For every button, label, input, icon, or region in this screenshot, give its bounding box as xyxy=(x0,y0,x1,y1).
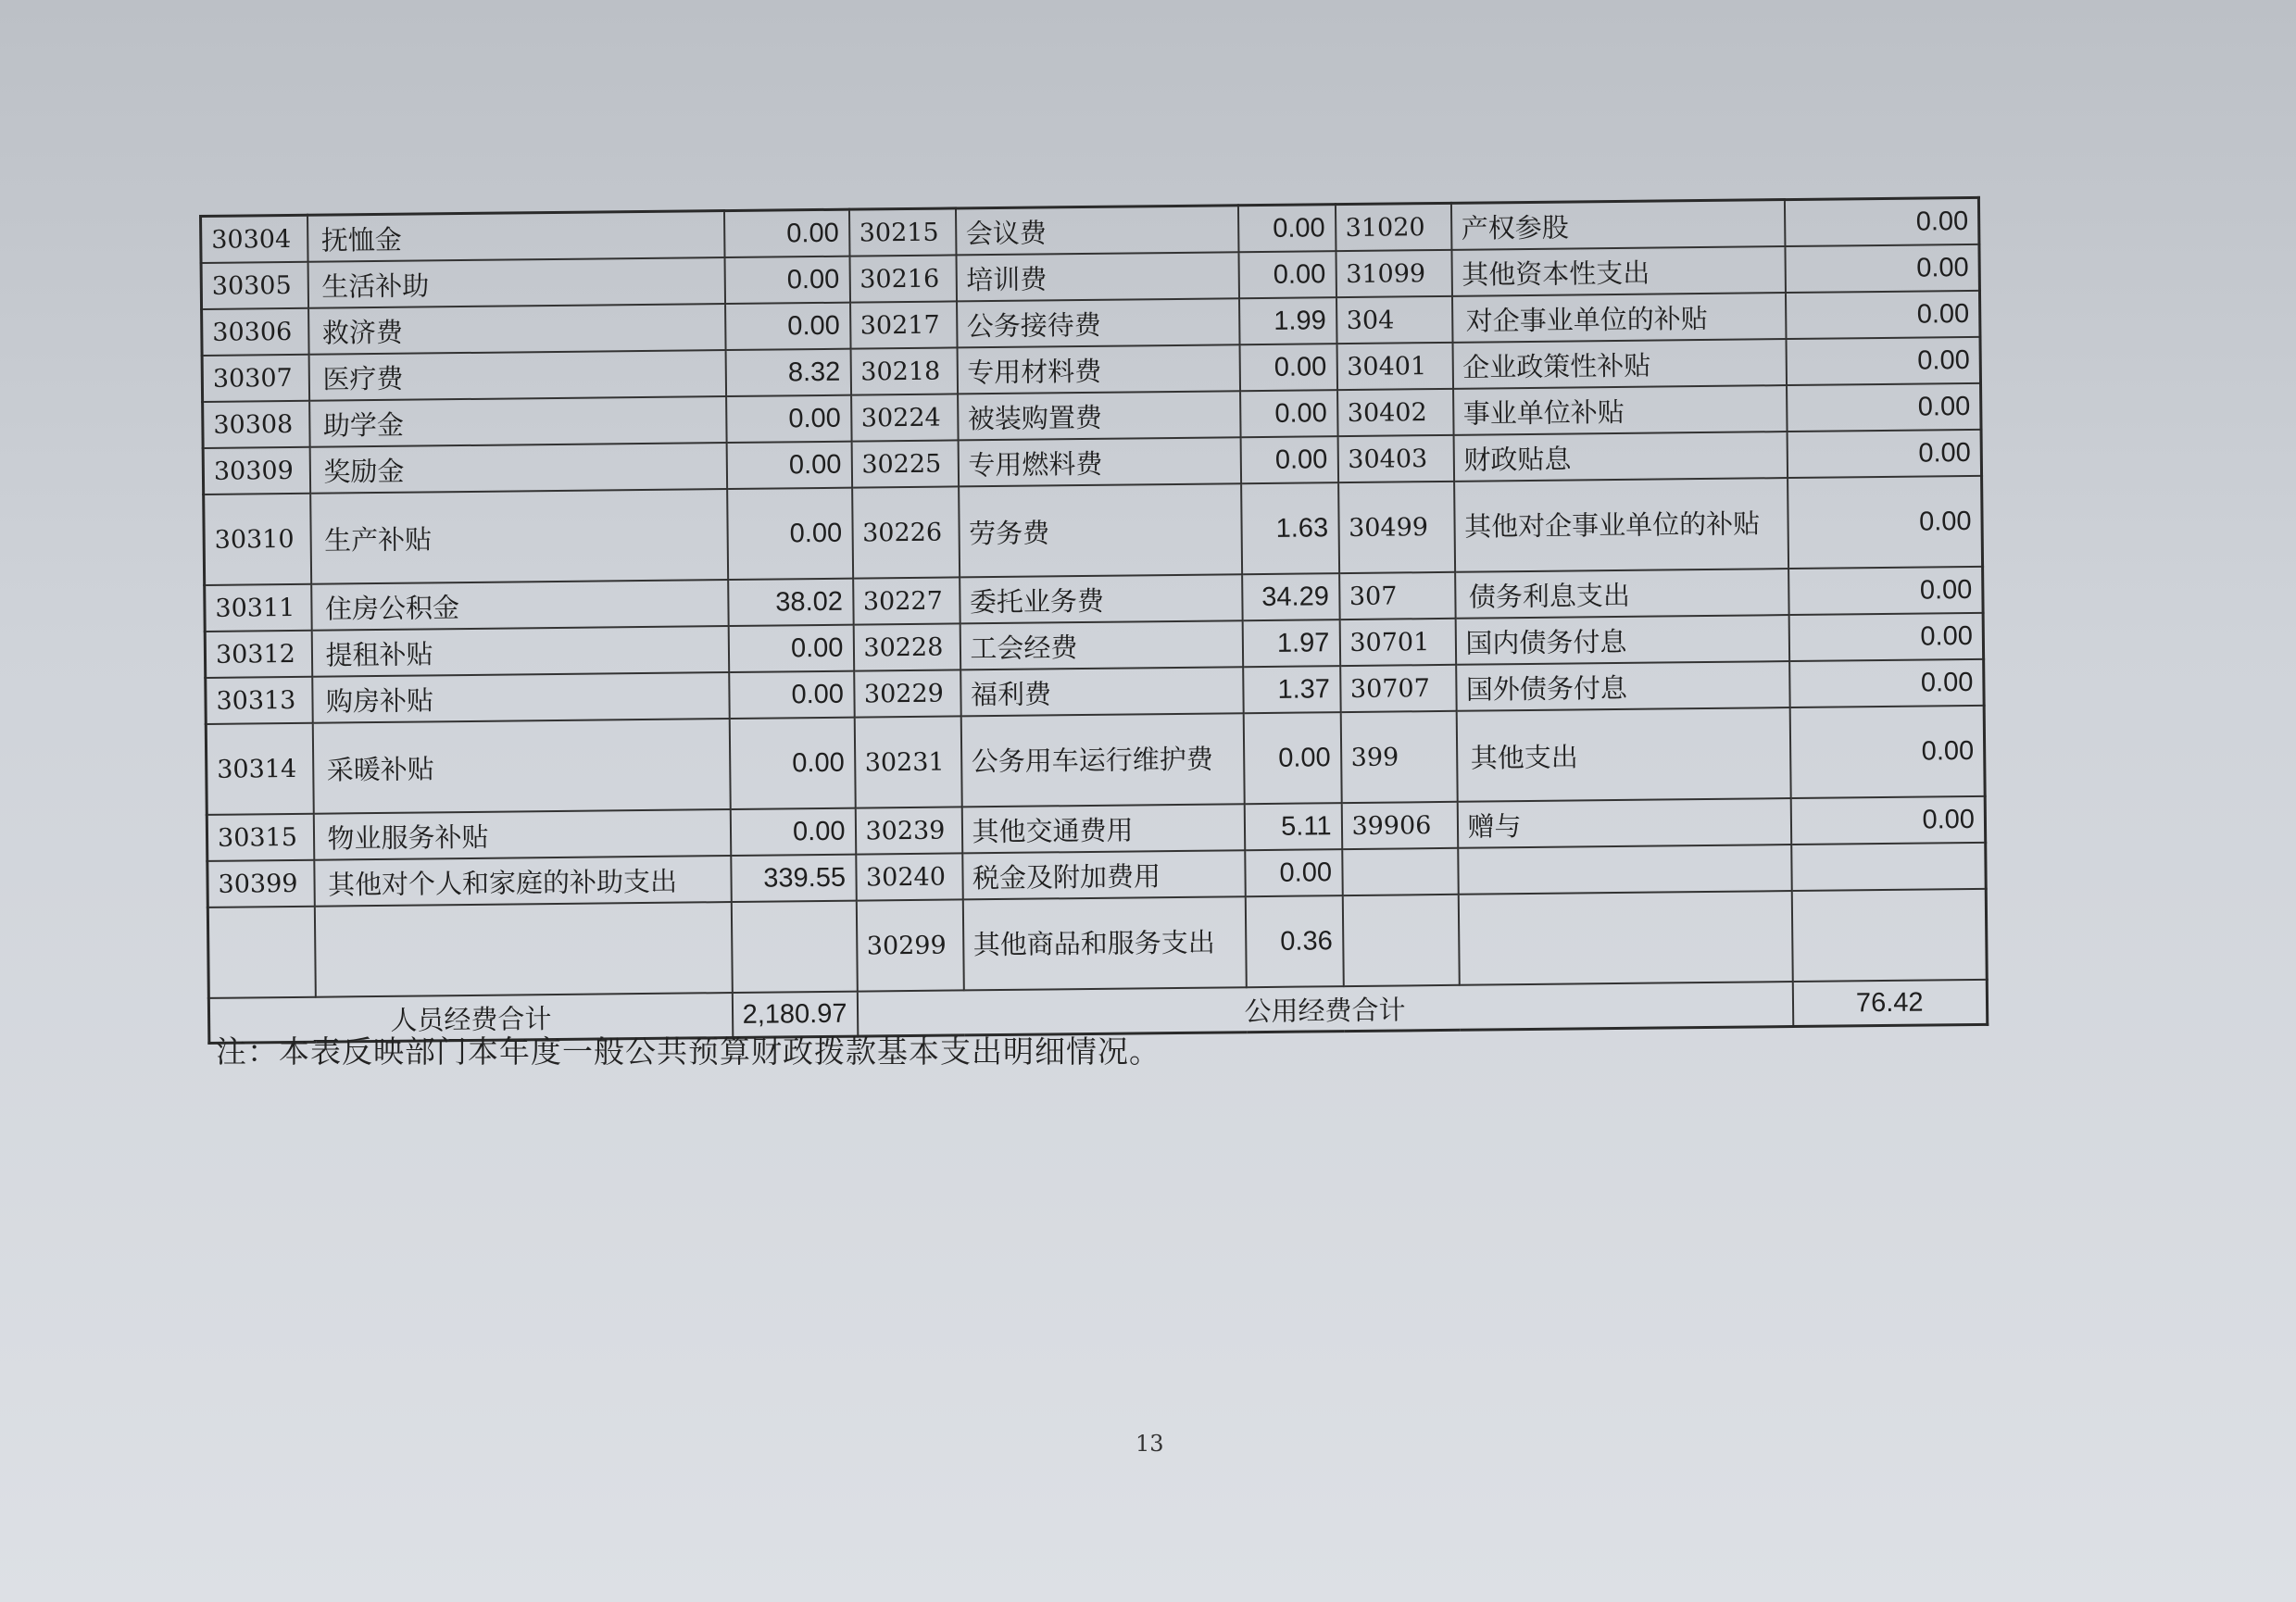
item-name-cell: 国内债务付息 xyxy=(1455,615,1789,665)
amount-cell: 0.36 xyxy=(1245,895,1343,987)
item-name-cell: 助学金 xyxy=(309,396,726,447)
item-name-cell: 奖励金 xyxy=(309,443,726,494)
amount-cell: 0.00 xyxy=(1243,712,1341,804)
code-cell: 304 xyxy=(1336,296,1453,344)
public-total-value: 76.42 xyxy=(1792,980,1987,1027)
code-cell xyxy=(1342,848,1459,895)
item-name-cell: 会议费 xyxy=(955,206,1238,256)
amount-cell: 0.00 xyxy=(1237,205,1336,253)
amount-cell: 34.29 xyxy=(1242,573,1340,620)
code-cell: 31099 xyxy=(1336,250,1452,297)
amount-cell: 0.00 xyxy=(1789,659,1985,707)
amount-cell: 1.37 xyxy=(1243,666,1341,713)
code-cell: 30315 xyxy=(207,814,314,861)
item-name-cell: 企业政策性补贴 xyxy=(1452,339,1787,389)
amount-cell: 0.00 xyxy=(1787,383,1982,432)
item-name-cell: 物业服务补贴 xyxy=(313,809,730,860)
basic-expenditure-table xyxy=(199,196,1989,1045)
amount-cell: 0.00 xyxy=(1788,613,1984,661)
code-cell: 30306 xyxy=(202,308,309,356)
table-footnote: 注：本表反映部门本年度一般公共预算财政拨款基本支出明细情况。 xyxy=(216,1033,1161,1070)
code-cell: 30227 xyxy=(853,577,960,624)
code-cell xyxy=(207,907,315,998)
code-cell: 30228 xyxy=(853,623,960,670)
item-name-cell: 公务用车运行维护费 xyxy=(960,713,1244,807)
page-number: 13 xyxy=(1135,1431,1164,1457)
item-name-cell: 债务利息支出 xyxy=(1455,569,1789,619)
amount-cell: 0.00 xyxy=(724,257,850,304)
amount-cell: 0.00 xyxy=(1787,430,1982,478)
amount-cell xyxy=(731,901,857,993)
code-cell: 30308 xyxy=(203,401,310,448)
amount-cell: 0.00 xyxy=(726,395,852,443)
item-name-cell: 劳务费 xyxy=(959,483,1242,577)
item-name-cell: 税金及附加费用 xyxy=(962,850,1246,899)
personnel-total-value: 2,180.97 xyxy=(732,992,858,1038)
item-name-cell: 培训费 xyxy=(956,252,1239,301)
item-name-cell: 财政贴息 xyxy=(1453,432,1788,482)
amount-cell xyxy=(1791,843,1987,891)
amount-cell: 0.00 xyxy=(727,488,853,580)
code-cell: 30240 xyxy=(856,853,963,900)
item-name-cell: 国外债务付息 xyxy=(1456,661,1790,711)
amount-cell xyxy=(1791,889,1987,982)
code-cell: 30239 xyxy=(855,807,962,854)
code-cell: 30307 xyxy=(202,355,309,402)
amount-cell: 0.00 xyxy=(730,808,856,856)
amount-cell: 0.00 xyxy=(1788,476,1983,569)
item-name-cell: 委托业务费 xyxy=(960,574,1243,623)
amount-cell: 0.00 xyxy=(1788,567,1984,615)
item-name-cell: 专用材料费 xyxy=(957,344,1240,394)
item-name-cell: 公务接待费 xyxy=(957,298,1240,347)
amount-cell: 0.00 xyxy=(1238,251,1336,298)
amount-cell: 0.00 xyxy=(728,625,854,672)
item-name-cell: 其他交通费用 xyxy=(961,804,1245,853)
item-name-cell: 购房补贴 xyxy=(312,672,729,723)
code-cell: 30402 xyxy=(1337,389,1454,436)
item-name-cell: 福利费 xyxy=(960,667,1244,716)
code-cell: 30299 xyxy=(856,899,963,991)
code-cell: 30229 xyxy=(854,670,961,717)
amount-cell: 0.00 xyxy=(1245,849,1343,896)
item-name-cell: 专用燃料费 xyxy=(958,437,1241,486)
item-name-cell: 工会经费 xyxy=(960,620,1243,670)
code-cell: 30499 xyxy=(1338,482,1455,573)
item-name-cell: 其他资本性支出 xyxy=(1451,246,1786,296)
item-name-cell: 抚恤金 xyxy=(307,211,725,262)
amount-cell: 0.00 xyxy=(1786,337,1981,385)
code-cell: 30701 xyxy=(1339,619,1456,666)
amount-cell: 8.32 xyxy=(725,349,851,396)
amount-cell: 0.00 xyxy=(1785,244,1980,293)
code-cell: 30313 xyxy=(206,677,313,724)
item-name-cell: 产权参股 xyxy=(1450,200,1785,250)
amount-cell: 0.00 xyxy=(729,671,855,719)
item-name-cell: 救济费 xyxy=(308,304,725,355)
item-name-cell xyxy=(1458,845,1792,895)
code-cell: 30218 xyxy=(850,347,958,394)
amount-cell: 0.00 xyxy=(1790,796,1986,845)
public-total-label: 公用经费合计 xyxy=(857,982,1792,1036)
amount-cell: 1.99 xyxy=(1239,297,1337,344)
code-cell: 30312 xyxy=(205,631,312,678)
code-cell: 399 xyxy=(1340,711,1457,803)
code-cell: 30399 xyxy=(207,860,315,907)
code-cell: 307 xyxy=(1339,572,1456,620)
code-cell: 30314 xyxy=(206,723,313,815)
amount-cell: 38.02 xyxy=(728,579,854,626)
amount-cell: 0.00 xyxy=(723,209,849,257)
code-cell: 30403 xyxy=(1337,435,1454,482)
code-cell: 30217 xyxy=(850,301,958,348)
amount-cell: 0.00 xyxy=(1239,344,1337,391)
amount-cell: 0.00 xyxy=(726,442,852,489)
item-name-cell: 事业单位补贴 xyxy=(1453,385,1788,435)
code-cell: 30216 xyxy=(849,255,957,302)
item-name-cell: 生产补贴 xyxy=(310,489,728,584)
item-name-cell: 生活补助 xyxy=(307,257,724,308)
item-name-cell: 其他对企事业单位的补贴 xyxy=(1454,478,1788,572)
item-name-cell: 其他商品和服务支出 xyxy=(962,896,1246,990)
code-cell: 30231 xyxy=(854,716,961,807)
amount-cell: 1.63 xyxy=(1241,482,1339,574)
item-name-cell: 采暖补贴 xyxy=(312,719,730,814)
code-cell xyxy=(1342,895,1459,986)
code-cell: 30224 xyxy=(851,394,959,441)
code-cell: 30310 xyxy=(204,494,311,585)
code-cell: 39906 xyxy=(1341,802,1458,849)
amount-cell: 1.97 xyxy=(1242,620,1340,667)
item-name-cell: 其他支出 xyxy=(1456,707,1790,802)
amount-cell: 0.00 xyxy=(725,303,851,350)
item-name-cell xyxy=(1458,891,1792,985)
code-cell: 30215 xyxy=(848,208,956,257)
amount-cell: 0.00 xyxy=(1789,706,1985,798)
code-cell: 30305 xyxy=(201,262,308,309)
amount-cell: 0.00 xyxy=(1784,197,1979,246)
item-name-cell: 被装购置费 xyxy=(958,391,1241,440)
code-cell: 30226 xyxy=(852,486,960,578)
item-name-cell: 其他对个人和家庭的补助支出 xyxy=(314,856,731,907)
amount-cell: 0.00 xyxy=(1240,436,1338,483)
amount-cell: 339.55 xyxy=(731,855,857,902)
item-name-cell: 提租补贴 xyxy=(311,626,728,677)
item-name-cell: 赠与 xyxy=(1457,798,1791,848)
amount-cell: 0.00 xyxy=(1240,390,1338,437)
item-name-cell: 住房公积金 xyxy=(311,580,728,631)
item-name-cell: 对企事业单位的补贴 xyxy=(1451,293,1786,343)
code-cell: 30707 xyxy=(1340,665,1457,712)
code-cell: 30309 xyxy=(203,447,310,494)
code-cell: 30304 xyxy=(201,215,308,263)
code-cell: 30401 xyxy=(1336,343,1453,390)
amount-cell: 0.00 xyxy=(729,718,855,809)
code-cell: 30311 xyxy=(205,584,312,632)
budget-table-container xyxy=(199,196,1986,1045)
item-name-cell: 医疗费 xyxy=(308,350,725,401)
amount-cell: 5.11 xyxy=(1244,803,1342,850)
code-cell: 31020 xyxy=(1335,203,1451,251)
item-name-cell xyxy=(314,902,732,997)
personnel-total-label: 人员经费合计 xyxy=(208,993,732,1043)
code-cell: 30225 xyxy=(851,440,959,487)
amount-cell: 0.00 xyxy=(1785,291,1980,339)
